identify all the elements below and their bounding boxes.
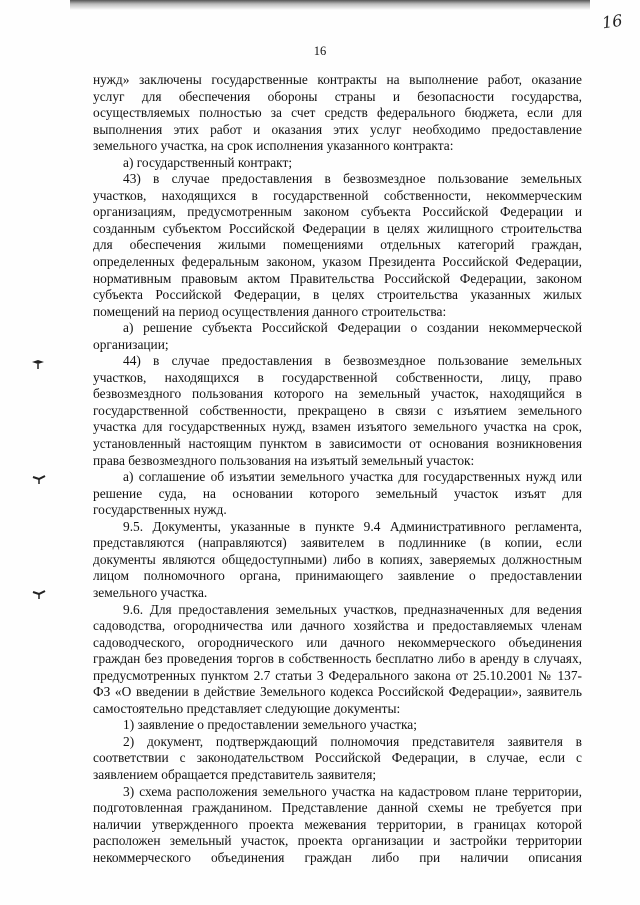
document-body bbox=[93, 72, 582, 866]
text-line: организациям, предусмотренным законом субъекта Российской Федерации и bbox=[93, 204, 582, 220]
text-line: 43) в случае предоставления в безвозмездное пользование земельных bbox=[123, 171, 582, 187]
text-line: а) соглашение об изъятии земельного участка для государственных нужд или bbox=[123, 469, 582, 485]
text-line: земельного участка. bbox=[93, 584, 208, 600]
text-line: 1) заявление о предоставлении земельного участка; bbox=[123, 717, 417, 733]
text-line: выполнения этих работ и оказания этих услуг необходимо предоставление bbox=[93, 121, 582, 137]
text-line: установленный настоящим пунктом в зависимости от основания возникновения bbox=[93, 436, 582, 452]
text-line: государственной собственности, прекращено в связи с изъятием земельного bbox=[93, 402, 582, 418]
text-line: нормативным правовым актом Правительства Российской Федерации, законом bbox=[93, 270, 582, 286]
scan-top-shadow bbox=[70, 0, 590, 10]
text-line: определенных федеральным законом, указом Президента Российской Федерации, bbox=[93, 254, 582, 270]
text-line: услуг для обеспечения обороны страны и безопасности государства, bbox=[93, 88, 582, 104]
text-line: права безвозмездного пользования на изъятый земельный участок: bbox=[93, 452, 475, 468]
text-line: граждан без проведения торгов в собственность бесплатно либо в аренду в случаях, bbox=[93, 651, 582, 667]
text-line: для обеспечения жилыми помещениями отдельных категорий граждан, bbox=[93, 237, 582, 253]
text-line: наличии утвержденного проекта межевания территории, в границах которой bbox=[93, 816, 582, 832]
text-line: решение суда, на основании которого земельный участок изъят для bbox=[93, 485, 582, 501]
text-line: осуществляемых полностью за счет средств федерального бюджета, если для bbox=[93, 105, 582, 121]
text-line: садоводческого, огороднического или дачного некоммерческого объединения bbox=[93, 634, 582, 650]
text-line: 9.5. Документы, указанные в пункте 9.4 Административного регламента, bbox=[123, 518, 582, 534]
text-line: 3) схема расположения земельного участка на кадастровом плане территории, bbox=[123, 783, 582, 799]
text-line: организации; bbox=[93, 336, 169, 352]
text-line: участка для государственных нужд, взамен изъятого земельного участка на срок, bbox=[93, 419, 582, 435]
binder-mark-icon bbox=[32, 587, 46, 601]
text-line: некоммерческого объединения граждан либо при наличии описания bbox=[93, 849, 582, 865]
text-line: расположен земельный участок, проекта организации и застройки территории bbox=[93, 833, 582, 849]
text-line: субъекта Российской Федерации, в целях строительства указанных жилых bbox=[93, 287, 582, 303]
text-line: а) государственный контракт; bbox=[123, 154, 293, 170]
text-line: помещений на период осуществления данного строительства: bbox=[93, 303, 447, 319]
text-line: безвозмездного пользования которого на земельный участок, находящийся в bbox=[93, 386, 582, 402]
text-line: лицом полномочного органа, принимающего заявление о предоставлении bbox=[93, 568, 582, 584]
text-line: а) решение субъекта Российской Федерации о создании некоммерческой bbox=[123, 320, 582, 336]
text-line: нужд» заключены государственные контракты на выполнение работ, оказание bbox=[93, 72, 582, 87]
text-line: земельного участка, на срок исполнения указанного контракта: bbox=[93, 138, 454, 154]
text-line: предусмотренных пунктом 2.7 статьи 3 Федерального закона от 25.10.2001 № 137- bbox=[93, 667, 582, 683]
text-line: ФЗ «О введении в действие Земельного кодекса Российской Федерации», заявитель bbox=[93, 684, 582, 700]
binder-mark-icon bbox=[31, 356, 45, 370]
text-line: государственных нужд. bbox=[93, 502, 227, 518]
text-line: документы являются общедоступными) либо в копиях, заверяемых должностным bbox=[93, 551, 582, 567]
binder-mark-icon bbox=[32, 472, 46, 486]
text-line: садоводства, огородничества или дачного хозяйства и предоставляемых членам bbox=[93, 618, 582, 634]
page-number: 16 bbox=[313, 44, 327, 58]
text-line: участков, находящихся в государственной собственности, некоммерческим bbox=[93, 187, 582, 203]
text-line: представляются (направляются) заявителем в подлиннике (в копии, если bbox=[93, 535, 582, 551]
text-line: 9.6. Для предоставления земельных участков, предназначенных для ведения bbox=[123, 601, 582, 617]
text-line: 44) в случае предоставления в безвозмездное пользование земельных bbox=[123, 353, 582, 369]
text-line: соответствии с законодательством Российской Федерации, в случае, если с bbox=[93, 750, 582, 766]
text-line: подготовленная гражданином. Представление данной схемы не требуется при bbox=[93, 800, 582, 816]
handwritten-page-number: 16 bbox=[600, 10, 624, 33]
text-line: самостоятельно представляет следующие документы: bbox=[93, 700, 401, 716]
text-line: 2) документ, подтверждающий полномочия представителя заявителя в bbox=[123, 733, 582, 749]
text-line: заявлением обращается представитель заявителя; bbox=[93, 766, 377, 782]
text-line: участков, находящихся в государственной собственности, лицу, право bbox=[93, 369, 582, 385]
text-line: созданным субъектом Российской Федерации в целях жилищного строительства bbox=[93, 220, 582, 236]
